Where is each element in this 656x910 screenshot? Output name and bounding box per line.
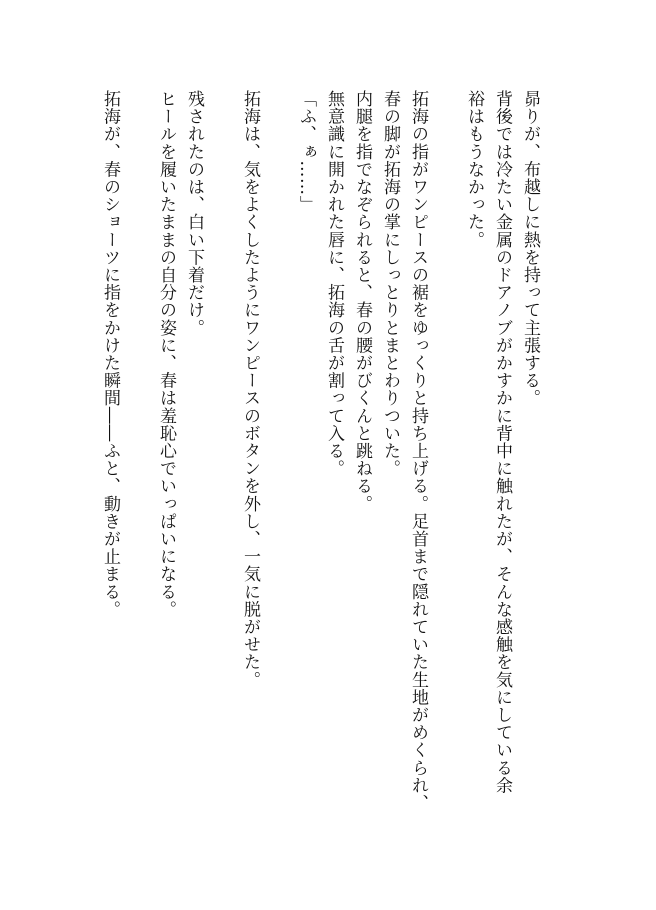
text-line: ヒールを履いたままの自分の姿に、春は羞恥心でいっぱいになる。: [156, 90, 176, 618]
paragraph-gap: [124, 90, 152, 790]
text-line: 内腿を指でなぞられると、春の腰がびくんと跳ねる。: [352, 90, 372, 513]
text-line: 無意識に開かれた唇に、拓海の舌が割って入る。: [324, 90, 344, 478]
text-line: 裕はもうなかった。: [464, 90, 484, 249]
text-line: 昴りが、布越しに熱を持って主張する。: [520, 90, 540, 407]
vertical-text-body: [96, 90, 544, 812]
paragraph-gap: [432, 90, 460, 790]
dialogue-line: 「ふ、ぁ……」: [296, 90, 316, 214]
text-line: 拓海が、春のショーツに指をかけた瞬間――ふと、動きが止まる。: [100, 90, 120, 618]
paragraph-gap: [264, 90, 292, 790]
text-line: 背後では冷たい金属のドアノブがかすかに背中に触れたが、そんな感触を気にしている余: [492, 90, 512, 794]
text-line: 拓海の指がワンピースの裾をゆっくりと持ち上げる。足首まで隠れていた生地がめくられ、: [408, 90, 428, 812]
text-line: 拓海は、気をよくしたようにワンピースのボタンを外し、一気に脱がせた。: [240, 90, 260, 689]
paragraph-gap: [208, 90, 236, 790]
text-line: 残されたのは、白い下着だけ。: [184, 90, 204, 337]
text-line: 春の脚が拓海の掌にしっとりとまとわりついた。: [380, 90, 400, 478]
